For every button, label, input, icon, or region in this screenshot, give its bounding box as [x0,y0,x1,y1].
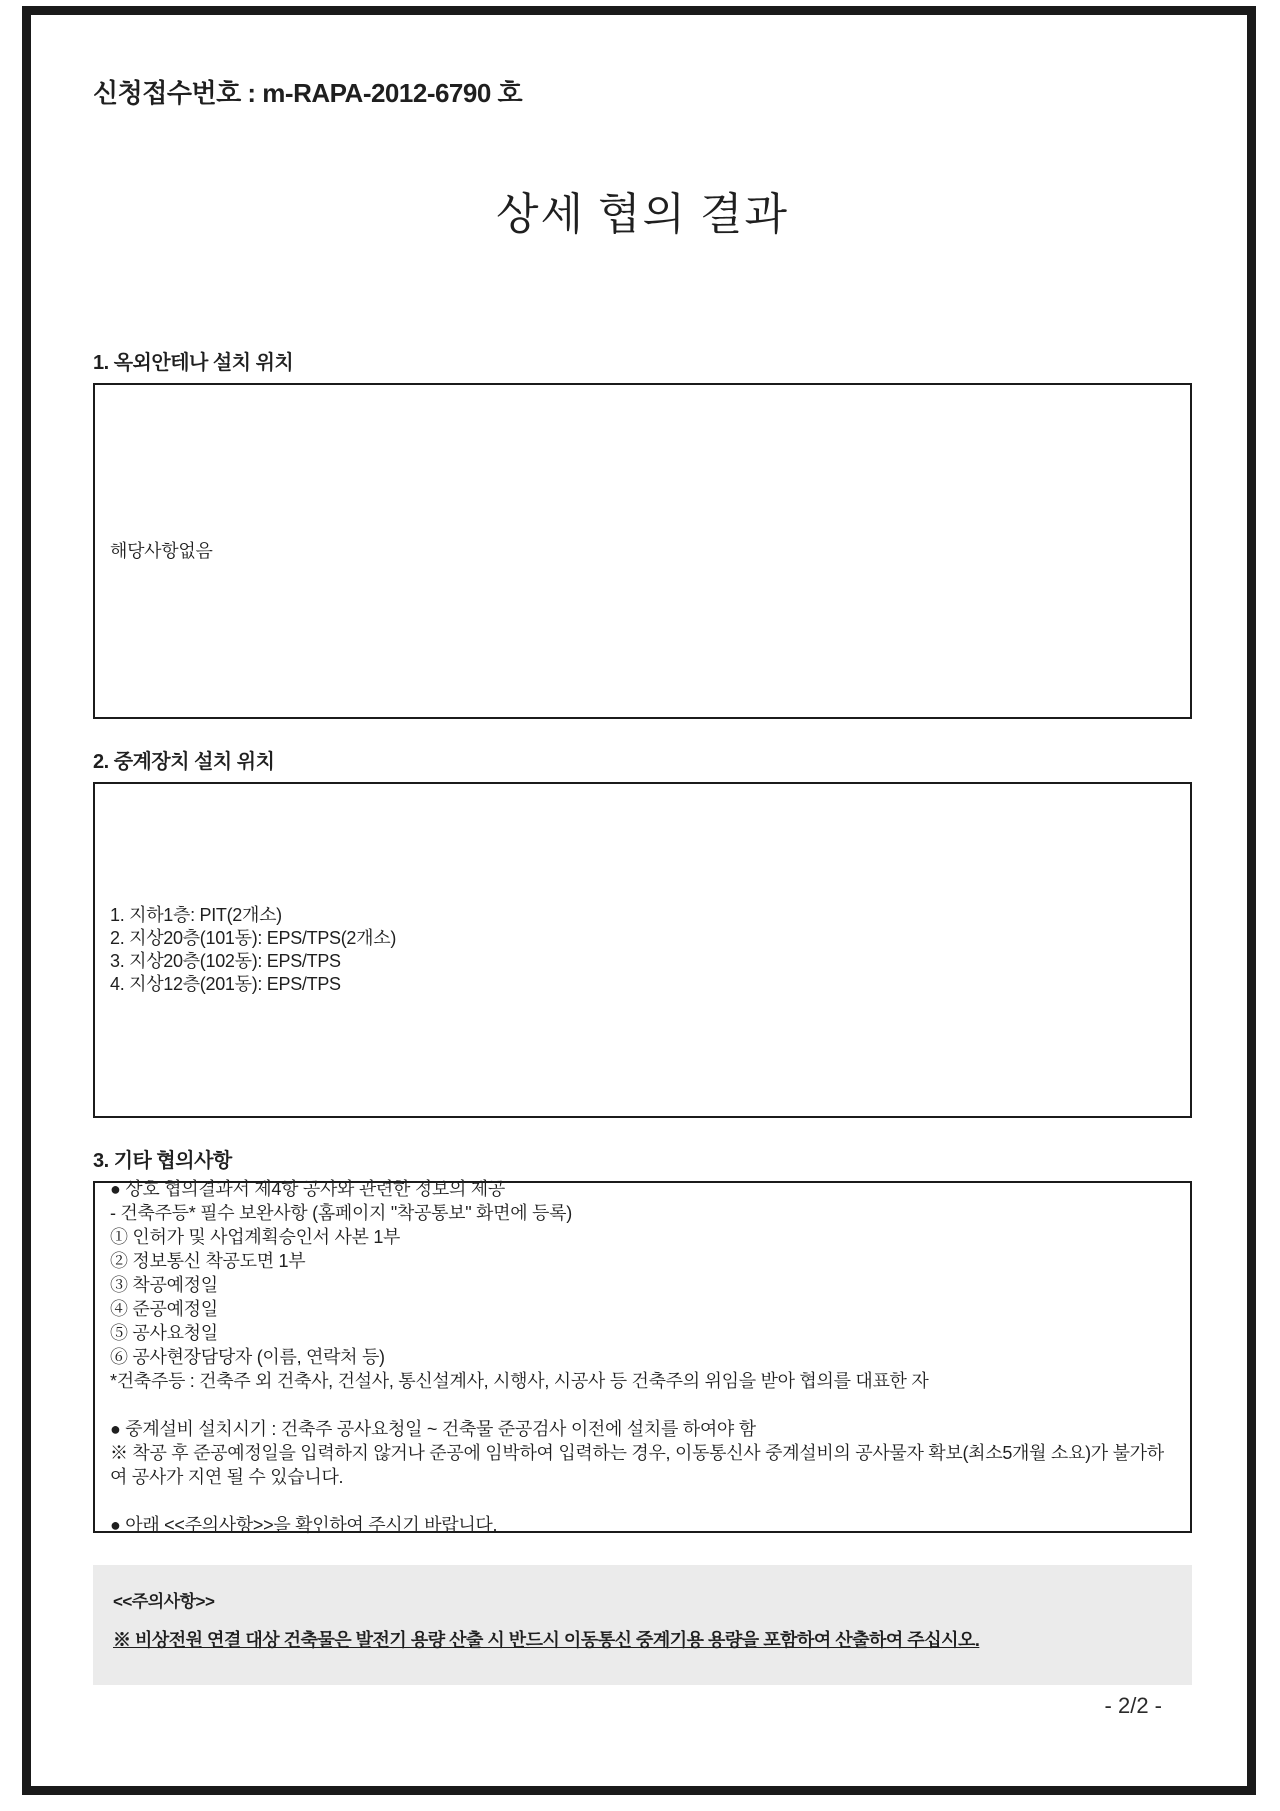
section-3-box [93,1181,1192,1533]
section-3-content-line: ※ 착공 후 준공예정일을 입력하지 않거나 준공에 임박하여 입력하는 경우, 이동통신사 중계설비의 공사물자 확보(최소5개월 소요)가 불가하여 공사가 지연 될 수 있습니다. [110,1443,1164,1487]
section-3-content-line: ② 정보통신 착공도면 1부 [110,1251,306,1271]
section-2-content-line: 4. 지상12층(201동): EPS/TPS [110,974,341,994]
section-3-content-line: ● 상호 협의결과서 제4항 공사와 관련한 정보의 제공 [110,1179,505,1199]
section-2-box [93,782,1192,1118]
section-3-paragraph [110,1417,1170,1489]
section-2-content-line: 3. 지상20층(102동): EPS/TPS [110,951,341,971]
section-1-content-line: 해당사항없음 [110,540,213,561]
notice-box [93,1565,1192,1685]
section-3-content-line: ⑥ 공사현장담당자 (이름, 연락처 등) [110,1347,385,1367]
section-3-content-line: ⑤ 공사요청일 [110,1323,218,1343]
section-3-paragraph [110,1513,1170,1537]
section-1-box [93,383,1192,719]
page-number: - 2/2 - [1104,1693,1162,1718]
section-3-content-line: ④ 준공예정일 [110,1299,218,1319]
receipt-number: 신청접수번호 : m-RAPA-2012-6790 호 [93,78,523,108]
section-2-heading: 2. 중계장치 설치 위치 [93,751,275,773]
section-1-heading: 1. 옥외안테나 설치 위치 [93,352,294,374]
section-2-content-line: 1. 지하1층: PIT(2개소) [110,905,282,925]
page-title: 상세 협의 결과 [495,190,790,239]
notice-heading: <<주의사항>> [113,1592,215,1611]
section-2-content-line: 2. 지상20층(101동): EPS/TPS(2개소) [110,928,397,948]
notice-body: ※ 비상전원 연결 대상 건축물은 발전기 용량 산출 시 반드시 이동통신 중계기용 용량을 포함하여 산출하여 주십시오. [113,1630,980,1650]
section-3-content-line: ③ 착공예정일 [110,1275,218,1295]
section-3-content-line: ① 인허가 및 사업계획승인서 사본 1부 [110,1227,401,1247]
section-3-content-line: - 건축주등* 필수 보완사항 (홈페이지 "착공통보" 화면에 등록) [110,1203,572,1223]
section-3-heading: 3. 기타 협의사항 [93,1150,232,1172]
section-3-paragraph [110,1177,1170,1393]
section-3-content-line: ● 아래 <<주의사항>>을 확인하여 주시기 바랍니다. [110,1515,498,1535]
section-3-content-line: ● 중계설비 설치시기 : 건축주 공사요청일 ~ 건축물 준공검사 이전에 설치를 하여야 함 [110,1419,756,1439]
document-content [31,15,1247,1719]
page-border-frame [22,6,1256,1795]
section-3-content-line: *건축주등 : 건축주 외 건축사, 건설사, 통신설계사, 시행사, 시공사 등 건축주의 위임을 받아 협의를 대표한 자 [110,1371,929,1391]
